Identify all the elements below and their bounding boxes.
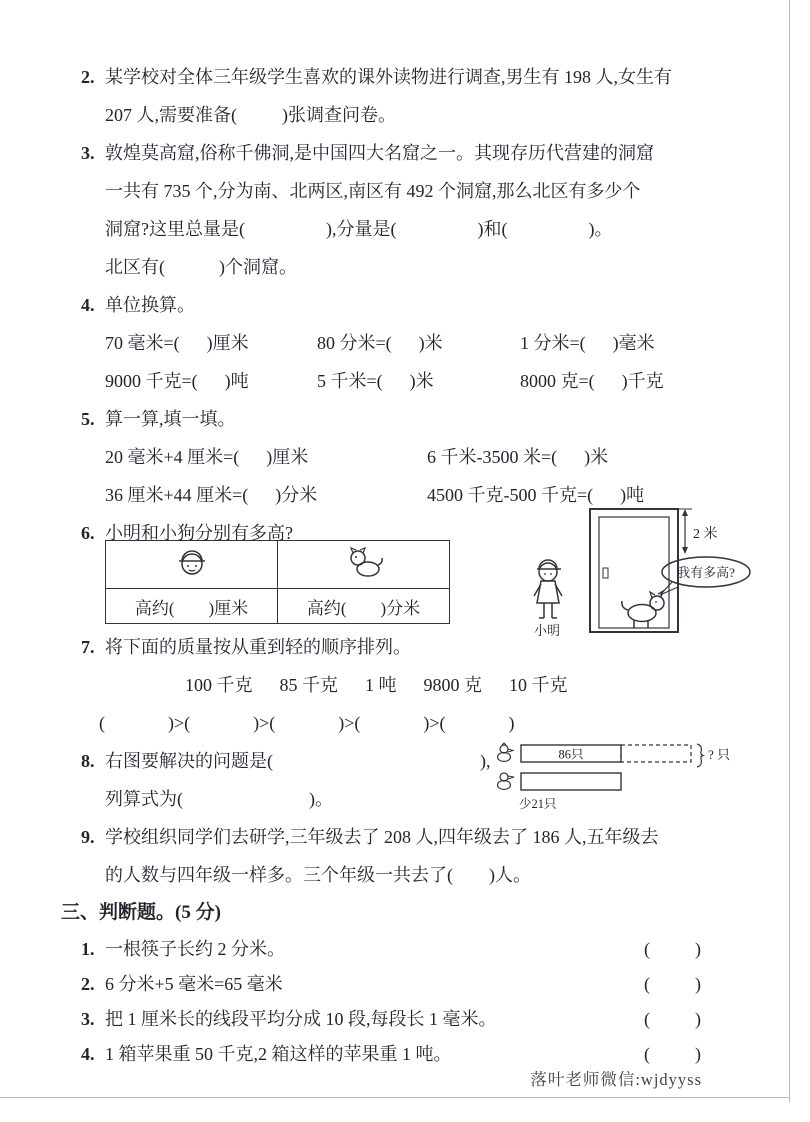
chicken-icon [498, 743, 514, 762]
calculation-item: 20 毫米+4 厘米=( )厘米 [105, 447, 309, 467]
question-2 [75, 58, 715, 134]
question-8-text-line-1: 右图要解决的问题是( ), [105, 751, 491, 771]
boy-face-icon [106, 541, 278, 589]
question-5 [75, 400, 715, 514]
unknown-count-label: ? 只 [708, 747, 731, 762]
question-4-title: 单位换算。 [105, 295, 195, 315]
question-8 [75, 742, 731, 818]
boy-figure-icon [534, 560, 562, 618]
question-4-row-2 [105, 362, 715, 400]
question-5-title: 算一算,填一填。 [105, 409, 236, 429]
question-2-text-line-2: 207 人,需要准备( )张调查问卷。 [105, 105, 396, 125]
calculation-item: 4500 千克-500 千克=( )吨 [427, 485, 645, 505]
judge-item-3-blank: ( ) [644, 1009, 701, 1029]
question-9-text-line-1: 学校组织同学们去研学,三年级去了 208 人,四年级去了 186 人,五年级去 [105, 827, 659, 847]
conversion-item: 80 分米=( )米 [317, 333, 443, 353]
question-7-number: 7. [81, 637, 95, 657]
judge-item-1-number: 1. [81, 939, 95, 959]
page-border-bottom [0, 1097, 790, 1098]
question-9 [75, 818, 715, 894]
question-6-number: 6. [81, 523, 95, 543]
calculation-item: 6 千米-3500 米=( )米 [427, 447, 609, 467]
difference-label: 少21只 [519, 797, 557, 811]
question-8-number: 8. [81, 751, 95, 771]
ordering-blanks: ( )>( )>( )>( )>( ) [99, 713, 515, 733]
q8-bar-diagram [495, 742, 745, 816]
height-blank-cm: 高约( )厘米 [106, 589, 278, 624]
judge-item-3-number: 3. [81, 1009, 95, 1029]
judge-item-4-number: 4. [81, 1044, 95, 1064]
mass-items: 100 千克 85 千克 1 吨 9800 克 10 千克 [185, 675, 568, 695]
dog-icon [278, 541, 450, 589]
height-arrow-icon [678, 509, 692, 554]
judge-item-2 [75, 967, 715, 1002]
conversion-item: 5 千米=( )米 [317, 371, 434, 391]
bar-86-label: 86只 [558, 747, 584, 762]
question-5-number: 5. [81, 409, 95, 429]
boy-name-label: 小明 [534, 623, 561, 638]
question-4 [75, 286, 715, 400]
question-3-text-line-4: 北区有( )个洞窟。 [105, 257, 297, 277]
door-icon [590, 509, 678, 632]
dog-figure-icon [622, 591, 664, 628]
question-2-text-line-1: 某学校对全体三年级学生喜欢的课外读物进行调查,男生有 198 人,女生有 [105, 67, 672, 87]
judge-item-1-text: 一根筷子长约 2 分米。 [105, 939, 285, 959]
question-9-text-line-2: 的人数与四年级一样多。三个年级一共去了( )人。 [105, 865, 531, 885]
bar-second [521, 773, 621, 790]
calculation-item: 36 厘米+44 厘米=( )分米 [105, 485, 318, 505]
duck-icon [498, 773, 515, 790]
conversion-item: 9000 千克=( )吨 [105, 371, 249, 391]
conversion-item: 70 毫米=( )厘米 [105, 333, 249, 353]
conversion-item: 8000 克=( )千克 [520, 371, 664, 391]
question-3-text-line-3: 洞窟?这里总量是( ),分量是( )和( )。 [105, 219, 613, 239]
conversion-item: 1 分米=( )毫米 [520, 333, 655, 353]
judge-item-1-blank: ( ) [644, 939, 701, 959]
judge-item-1 [75, 932, 715, 967]
judge-item-2-text: 6 分米+5 毫米=65 毫米 [105, 974, 283, 994]
question-4-row-1 [105, 324, 715, 362]
judge-item-3 [75, 1002, 715, 1037]
question-3-text-line-1: 敦煌莫高窟,俗称千佛洞,是中国四大名窟之一。其现存历代营建的洞窟 [105, 143, 654, 163]
door-height-label: 2 米 [693, 527, 718, 542]
question-2-number: 2. [81, 67, 95, 87]
question-9-number: 9. [81, 827, 95, 847]
question-3-text-line-2: 一共有 735 个,分为南、北两区,南区有 492 个洞窟,那么北区有多少个 [105, 181, 641, 201]
q6-illustration [520, 506, 780, 638]
question-7 [75, 628, 715, 742]
question-3 [75, 134, 715, 286]
brace-icon [697, 744, 703, 767]
question-5-row-1 [105, 438, 715, 476]
question-6-title: 小明和小狗分别有多高? [105, 523, 293, 543]
height-blank-dm: 高约( )分米 [278, 589, 450, 624]
judge-item-4-text: 1 箱苹果重 50 千克,2 箱这样的苹果重 1 吨。 [105, 1044, 452, 1064]
judge-item-4-blank: ( ) [644, 1044, 701, 1064]
worksheet-content [61, 58, 735, 1072]
question-6 [75, 514, 735, 638]
height-answer-table [105, 540, 450, 624]
question-8-text-line-2: 列算式为( )。 [105, 789, 333, 809]
dashed-extension-bar [621, 745, 691, 762]
page-border-right [789, 0, 790, 1102]
section-3-header: 三、判断题。(5 分) [61, 902, 221, 923]
speech-bubble-text: 我有多高? [677, 565, 735, 580]
judge-item-2-blank: ( ) [644, 974, 701, 994]
question-3-number: 3. [81, 143, 95, 163]
judge-item-3-text: 把 1 厘米长的线段平均分成 10 段,每段长 1 毫米。 [105, 1009, 497, 1029]
judge-item-2-number: 2. [81, 974, 95, 994]
teacher-wechat-footer: 落叶老师微信:wjdyyss [530, 1070, 702, 1089]
question-7-title: 将下面的质量按从重到轻的顺序排列。 [105, 637, 411, 657]
question-4-number: 4. [81, 295, 95, 315]
